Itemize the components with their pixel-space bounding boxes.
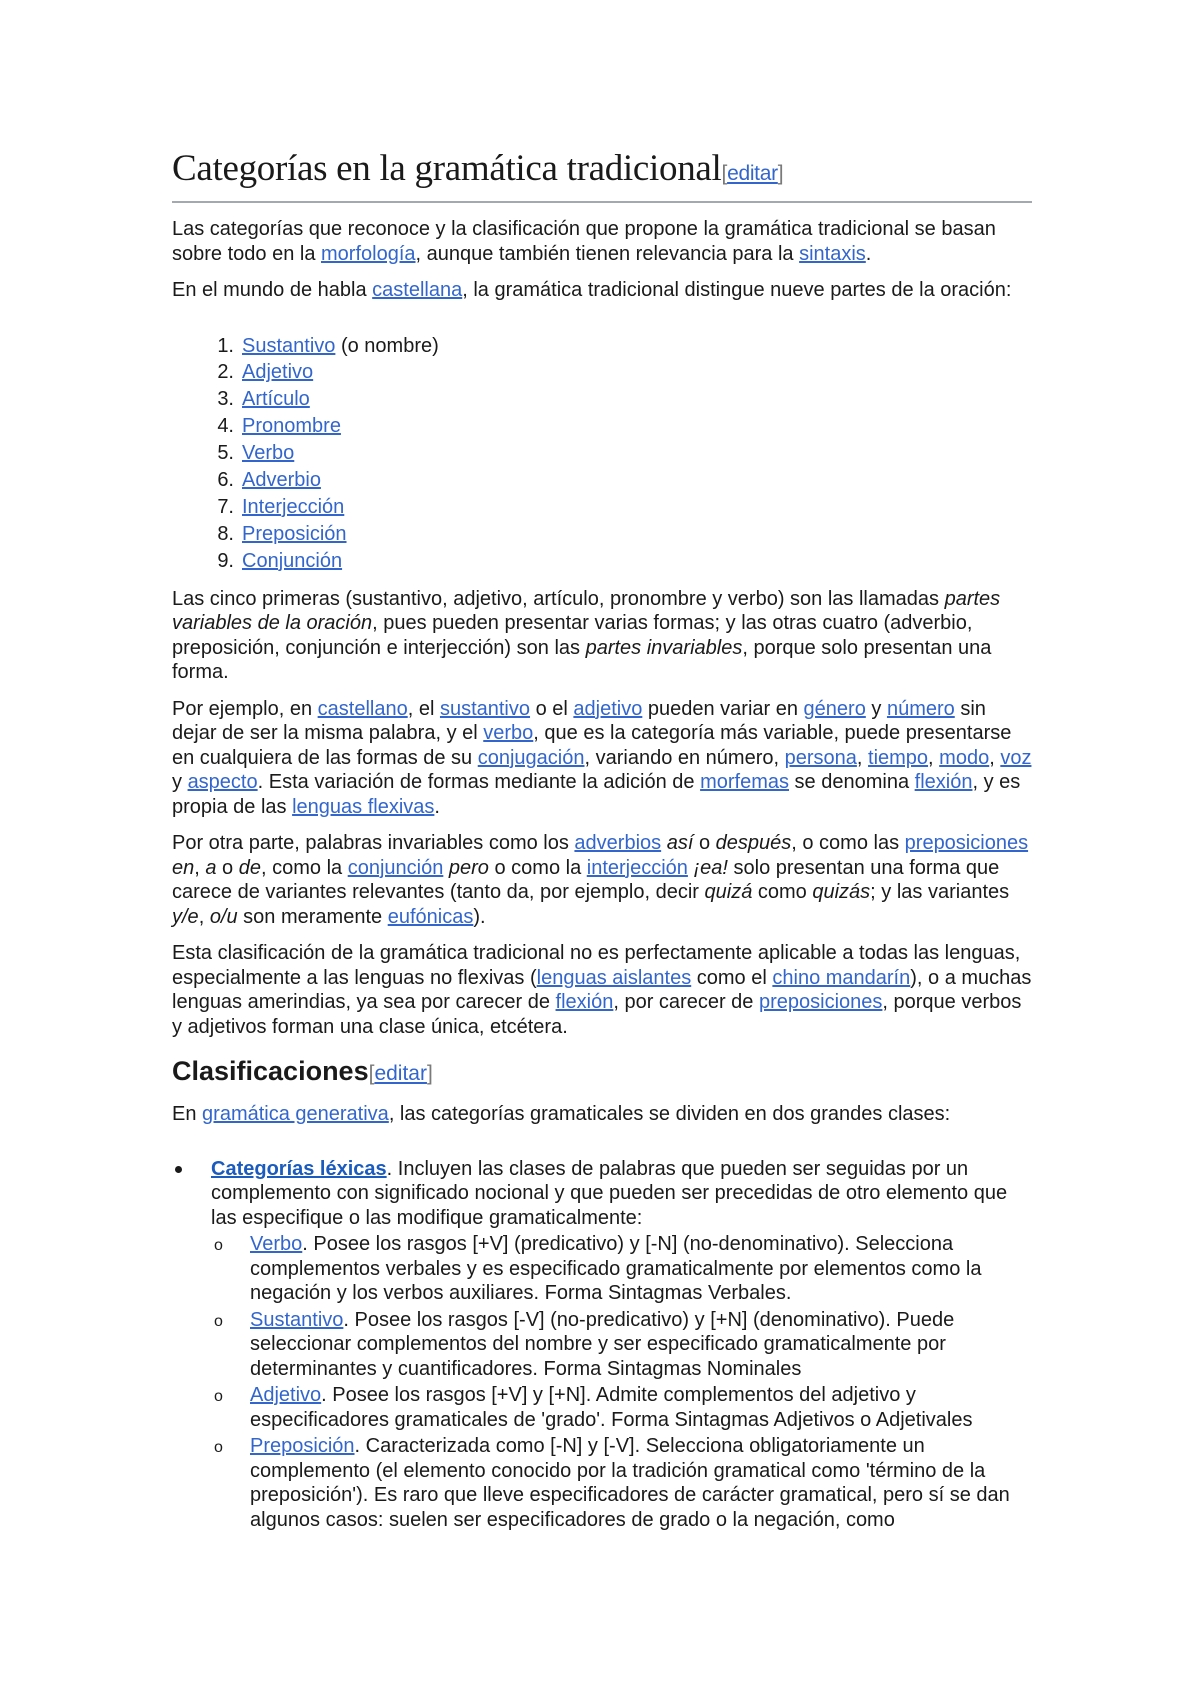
italic-term: y/e bbox=[172, 905, 199, 928]
text: , las categorías gramaticales se dividen en dos grandes clases: bbox=[388, 1103, 951, 1126]
text: Por otra parte, palabras invariables como los bbox=[172, 832, 575, 855]
link-part[interactable]: Pronombre bbox=[242, 415, 341, 438]
italic-term: de bbox=[238, 856, 261, 879]
link-sustantivo[interactable]: Sustantivo bbox=[250, 1308, 344, 1331]
link-persona[interactable]: persona bbox=[784, 746, 857, 769]
text: . Incluyen las clases de palabras que pueden ser seguidas por un complemento con significado nocional y que pueden ser precedidas de otro elemento que las especifique o las modifique gramaticalmente: bbox=[211, 1157, 1008, 1229]
edit-section-link-wrapper: [editar] bbox=[721, 162, 784, 185]
list-item bbox=[172, 440, 1032, 467]
paragraph-generativa bbox=[172, 1102, 1032, 1127]
sublist-item bbox=[211, 1383, 1032, 1432]
link-lenguas-flexivas[interactable]: lenguas flexivas bbox=[292, 795, 435, 818]
list-number: 8. bbox=[217, 522, 234, 545]
text: son meramente bbox=[237, 905, 388, 928]
classification-list bbox=[172, 1157, 1032, 1533]
text: En bbox=[172, 1103, 203, 1126]
text: ). bbox=[473, 905, 486, 928]
list-item bbox=[172, 494, 1032, 521]
list-item bbox=[172, 413, 1032, 440]
edit-link[interactable]: editar bbox=[727, 162, 778, 185]
list-number: 6. bbox=[217, 469, 234, 492]
text: , aunque también tienen relevancia para la bbox=[415, 242, 800, 265]
text: , y es propia de las bbox=[172, 771, 1021, 818]
note: (o nombre) bbox=[335, 334, 439, 357]
link-flexion[interactable]: flexión bbox=[914, 771, 973, 794]
subsection-title: Clasificaciones bbox=[172, 1056, 369, 1087]
circle-bullet-icon: o bbox=[214, 1388, 223, 1406]
link-genero[interactable]: género bbox=[803, 697, 866, 720]
link-categorias-lexicas[interactable]: Categorías léxicas bbox=[211, 1157, 387, 1180]
list-item bbox=[172, 467, 1032, 494]
section-heading bbox=[172, 146, 1032, 203]
sublist-item bbox=[211, 1434, 1032, 1532]
link-verbo[interactable]: verbo bbox=[483, 722, 534, 745]
italic-term: así bbox=[666, 832, 694, 855]
list-item bbox=[172, 333, 1032, 360]
list-number: 5. bbox=[217, 442, 234, 465]
list-number: 3. bbox=[217, 388, 234, 411]
text: o bbox=[216, 856, 239, 879]
sublist-item bbox=[211, 1308, 1032, 1382]
italic-term: a bbox=[205, 856, 217, 879]
text: , bbox=[856, 746, 869, 769]
link-morfologia[interactable]: morfología bbox=[321, 242, 416, 265]
link-adjetivo[interactable]: Adjetivo bbox=[250, 1384, 322, 1407]
text: , como la bbox=[261, 856, 348, 879]
text: pueden variar en bbox=[642, 697, 804, 720]
link-conjuncion[interactable]: conjunción bbox=[347, 856, 444, 879]
text: , el bbox=[407, 697, 440, 720]
link-preposiciones[interactable]: preposiciones bbox=[758, 991, 883, 1014]
link-part[interactable]: Conjunción bbox=[242, 549, 343, 572]
text: ; y las variantes bbox=[870, 881, 1010, 904]
text: , que es la categoría más variable, puede presentarse en cualquiera de las formas de su bbox=[172, 722, 1012, 769]
italic-term: o/u bbox=[209, 905, 238, 928]
list-number: 7. bbox=[217, 495, 234, 518]
text: . Posee los rasgos [+V] y [+N]. Admite complementos del adjetivo y especificadores gramaticales de 'grado'. Forma Sintagmas Adjetivos o Adjetivales bbox=[250, 1384, 973, 1431]
text: y bbox=[172, 771, 188, 794]
link-voz[interactable]: voz bbox=[1000, 746, 1032, 769]
link-castellano[interactable]: castellano bbox=[317, 697, 408, 720]
text: , bbox=[989, 746, 1001, 769]
text: ), o a muchas lenguas amerindias, ya sea por carecer de bbox=[172, 966, 1032, 1014]
text: . Posee los rasgos [+V] (predicativo) y [-N] (no-denominativo). Selecciona complementos verbales y es especificado gramaticalmente por elementos como la negación y los verbos auxiliares. Forma Sintagmas Verbales. bbox=[250, 1233, 982, 1305]
text: . Posee los rasgos [-V] (no-predicativo) y [+N] (denominativo). Puede seleccionar complementos del nombre y ser especificado gramaticalmente por determinantes y cuantificadores. Forma Sintagmas Nominales bbox=[250, 1308, 955, 1380]
list-number: 9. bbox=[217, 549, 234, 572]
circle-bullet-icon: o bbox=[214, 1312, 223, 1330]
link-tiempo[interactable]: tiempo bbox=[868, 746, 929, 769]
list-item-lexical bbox=[172, 1157, 1032, 1533]
text: . bbox=[434, 795, 440, 818]
paragraph-habla bbox=[172, 278, 1032, 303]
link-verbo[interactable]: Verbo bbox=[250, 1233, 303, 1256]
text: . Esta variación de formas mediante la adición de bbox=[257, 771, 701, 794]
link-aspecto[interactable]: aspecto bbox=[187, 771, 258, 794]
text: . Caracterizada como [-N] y [-V]. Selecciona obligatoriamente un complemento (el elemento conocido por la tradición gramatical como 'término de la preposición'). Es raro que lleve especificadores de carácter gramatical, pero sí se dan algunos casos: suelen ser especificadores de grado o la negación, como bbox=[250, 1435, 1010, 1531]
text: o bbox=[693, 832, 716, 855]
text: , la gramática tradicional distingue nueve partes de la oración: bbox=[462, 279, 1012, 301]
italic-term: después bbox=[715, 832, 792, 855]
link-part[interactable]: Verbo bbox=[242, 442, 295, 465]
link-flexion[interactable]: flexión bbox=[555, 991, 614, 1014]
italic-term: quizás bbox=[812, 881, 871, 904]
link-numero[interactable]: número bbox=[886, 697, 955, 720]
list-number: 1. bbox=[217, 334, 234, 357]
text: , bbox=[928, 746, 940, 769]
italic-term: pero bbox=[448, 856, 489, 879]
article-body bbox=[172, 146, 1032, 1532]
italic-term: en bbox=[172, 856, 195, 879]
link-part[interactable]: Sustantivo bbox=[242, 334, 336, 357]
link-castellana[interactable]: castellana bbox=[372, 279, 463, 301]
sublist-item bbox=[211, 1232, 1032, 1306]
italic-term: partes variables de la oración bbox=[172, 587, 1001, 635]
link-adverbios[interactable]: adverbios bbox=[574, 832, 662, 855]
text: Las categorías que reconoce y la clasificación que propone la gramática tradicional se basan sobre todo en la bbox=[172, 218, 996, 265]
text: o el bbox=[530, 697, 574, 720]
list-number: 4. bbox=[217, 415, 234, 438]
paragraph-intro bbox=[172, 217, 1032, 266]
link-chino-mandarin[interactable]: chino mandarín bbox=[772, 966, 911, 989]
list-item bbox=[172, 359, 1032, 386]
link-modo[interactable]: modo bbox=[939, 746, 990, 769]
text: o como la bbox=[488, 856, 587, 879]
paragraph-ejemplo bbox=[172, 697, 1032, 820]
paragraph-variables bbox=[172, 587, 1032, 685]
text: Por ejemplo, en bbox=[172, 697, 318, 720]
link-interjeccion[interactable]: interjección bbox=[586, 856, 688, 879]
link-sustantivo[interactable]: sustantivo bbox=[439, 697, 531, 720]
list-item bbox=[172, 386, 1032, 413]
section-title: Categorías en la gramática tradicional bbox=[172, 148, 722, 189]
link-preposiciones[interactable]: preposiciones bbox=[904, 832, 1029, 855]
text: sin dejar de ser la misma palabra, y el bbox=[172, 697, 986, 745]
text: como bbox=[752, 881, 813, 904]
text: , variando en número, bbox=[584, 746, 785, 769]
link-lenguas-aislantes[interactable]: lenguas aislantes bbox=[536, 966, 692, 989]
link-part[interactable]: Adjetivo bbox=[242, 361, 314, 384]
link-preposicion[interactable]: Preposición bbox=[250, 1435, 355, 1458]
list-item bbox=[172, 548, 1032, 575]
text: , bbox=[198, 905, 210, 928]
paragraph-clasificacion bbox=[172, 941, 1032, 1039]
text: , porque solo presentan una forma. bbox=[172, 636, 992, 684]
link-part[interactable]: Adverbio bbox=[242, 469, 321, 492]
text: , o como las bbox=[791, 832, 905, 855]
text: solo presentan una forma que carece de variantes relevantes (tanto da, por ejemplo, decir bbox=[172, 856, 1000, 904]
paragraph-invariables bbox=[172, 831, 1032, 929]
circle-bullet-icon: o bbox=[214, 1439, 223, 1457]
circle-bullet-icon: o bbox=[214, 1237, 223, 1255]
subsection-heading bbox=[172, 1053, 1032, 1092]
italic-term: quizá bbox=[704, 881, 753, 904]
link-sintaxis[interactable]: sintaxis bbox=[799, 242, 866, 265]
link-part[interactable]: Preposición bbox=[242, 522, 347, 545]
lexical-sublist bbox=[211, 1232, 1032, 1532]
link-part[interactable]: Artículo bbox=[242, 388, 310, 411]
link-part[interactable]: Interjección bbox=[242, 495, 345, 518]
text: , porque verbos y adjetivos forman una clase única, etcétera. bbox=[172, 991, 1022, 1038]
text: . bbox=[865, 242, 872, 265]
list-item bbox=[172, 521, 1032, 548]
list-number: 2. bbox=[217, 361, 234, 384]
italic-term: partes invariables bbox=[585, 636, 743, 659]
text: como el bbox=[691, 966, 773, 989]
text: se denomina bbox=[789, 771, 915, 794]
text: , bbox=[194, 856, 206, 879]
link-gramatica-generativa[interactable]: gramática generativa bbox=[202, 1103, 389, 1126]
edit-subsection-link-wrapper: [editar] bbox=[368, 1062, 433, 1086]
link-conjugacion[interactable]: conjugación bbox=[477, 746, 585, 769]
parts-of-speech-list bbox=[172, 333, 1032, 575]
text: y bbox=[865, 697, 887, 720]
text: En el mundo de habla bbox=[172, 279, 373, 301]
text: , por carecer de bbox=[613, 991, 759, 1014]
text: Las cinco primeras (sustantivo, adjetivo, artículo, pronombre y verbo) son las llamadas bbox=[172, 587, 945, 610]
italic-term: ¡ea! bbox=[693, 856, 728, 879]
link-adjetivo[interactable]: adjetivo bbox=[573, 697, 643, 720]
text: Esta clasificación de la gramática tradicional no es perfectamente aplicable a todas las lenguas, especialmente a las lenguas no flexivas ( bbox=[172, 942, 1021, 989]
link-eufonicas[interactable]: eufónicas bbox=[387, 905, 474, 928]
edit-link[interactable]: editar bbox=[374, 1062, 427, 1086]
link-morfemas[interactable]: morfemas bbox=[700, 771, 789, 794]
text: , pues pueden presentar varias formas; y las otras cuatro (adverbio, preposición, conjunción e interjección) son las bbox=[172, 612, 973, 659]
